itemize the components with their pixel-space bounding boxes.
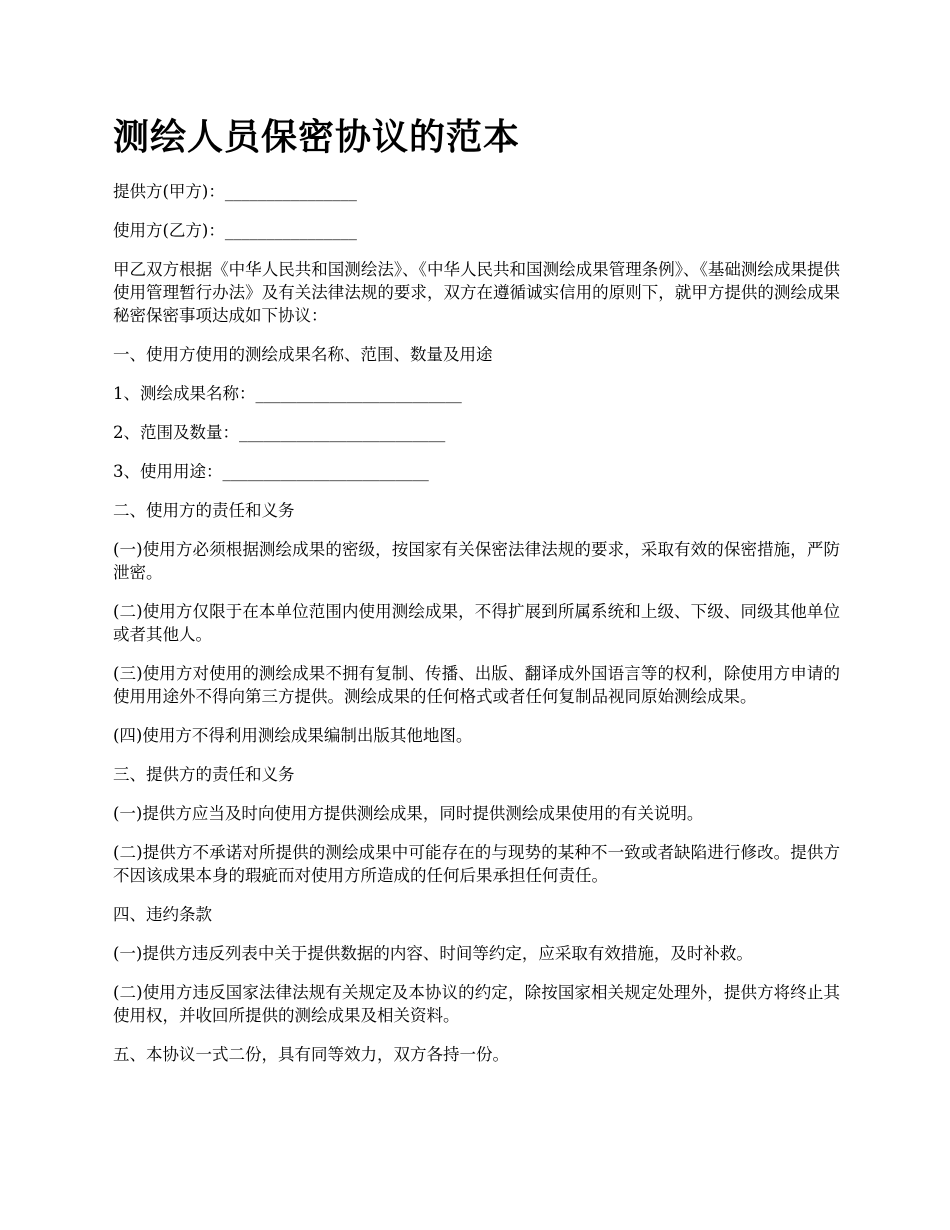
user-party-line: 使用方(乙方)：________________ xyxy=(113,221,357,240)
section-heading-4: 四、违约条款 xyxy=(113,905,212,924)
user-duty-2: (二)使用方仅限于在本单位范围内使用测绘成果，不得扩展到所属系统和上级、下级、同级其他单位或者其他人。 xyxy=(113,602,840,644)
clause-result-name: 1、测绘成果名称：_________________________ xyxy=(113,384,462,403)
provider-duty-2: (二)提供方不承诺对所提供的测绘成果中可能存在的与现势的某种不一致或者缺陷进行修改。提供方不因该成果本身的瑕疵而对使用方所造成的任何后果承担任何责任。 xyxy=(113,843,840,885)
section-heading-2: 二、使用方的责任和义务 xyxy=(113,501,295,520)
clause-scope-quantity: 2、范围及数量：_________________________ xyxy=(113,423,446,442)
provider-duty-1: (一)提供方应当及时向使用方提供测绘成果，同时提供测绘成果使用的有关说明。 xyxy=(113,804,704,823)
breach-clause-1: (一)提供方违反列表中关于提供数据的内容、时间等约定，应采取有效措施，及时补救。 xyxy=(113,944,753,963)
section-heading-5: 五、本协议一式二份，具有同等效力，双方各持一份。 xyxy=(113,1045,509,1064)
document-title: 测绘人员保密协议的范本 xyxy=(113,116,521,158)
breach-clause-2: (二)使用方违反国家法律法规有关规定及本协议的约定，除按国家相关规定处理外，提供方将终止其使用权，并收回所提供的测绘成果及相关资料。 xyxy=(113,983,840,1025)
clause-usage: 3、使用用途：_________________________ xyxy=(113,462,429,481)
provider-party-line: 提供方(甲方)：________________ xyxy=(113,182,357,201)
user-duty-3: (三)使用方对使用的测绘成果不拥有复制、传播、出版、翻译成外国语言等的权利，除使用方申请的使用用途外不得向第三方提供。测绘成果的任何格式或者任何复制品视同原始测绘成果。 xyxy=(113,664,840,706)
preamble-paragraph: 甲乙双方根据《中华人民共和国测绘法》、《中华人民共和国测绘成果管理条例》、《基础测绘成果提供使用管理暂行办法》及有关法律法规的要求，双方在遵循诚实信用的原则下，就甲方提供的测绘成果秘密保密事项达成如下协议： xyxy=(113,260,840,325)
user-duty-1: (一)使用方必须根据测绘成果的密级，按国家有关保密法律法规的要求，采取有效的保密措施，严防泄密。 xyxy=(113,540,840,582)
user-duty-4: (四)使用方不得利用测绘成果编制出版其他地图。 xyxy=(113,726,473,745)
section-heading-3: 三、提供方的责任和义务 xyxy=(113,765,295,784)
document-page xyxy=(113,113,840,1082)
section-heading-1: 一、使用方使用的测绘成果名称、范围、数量及用途 xyxy=(113,345,493,364)
